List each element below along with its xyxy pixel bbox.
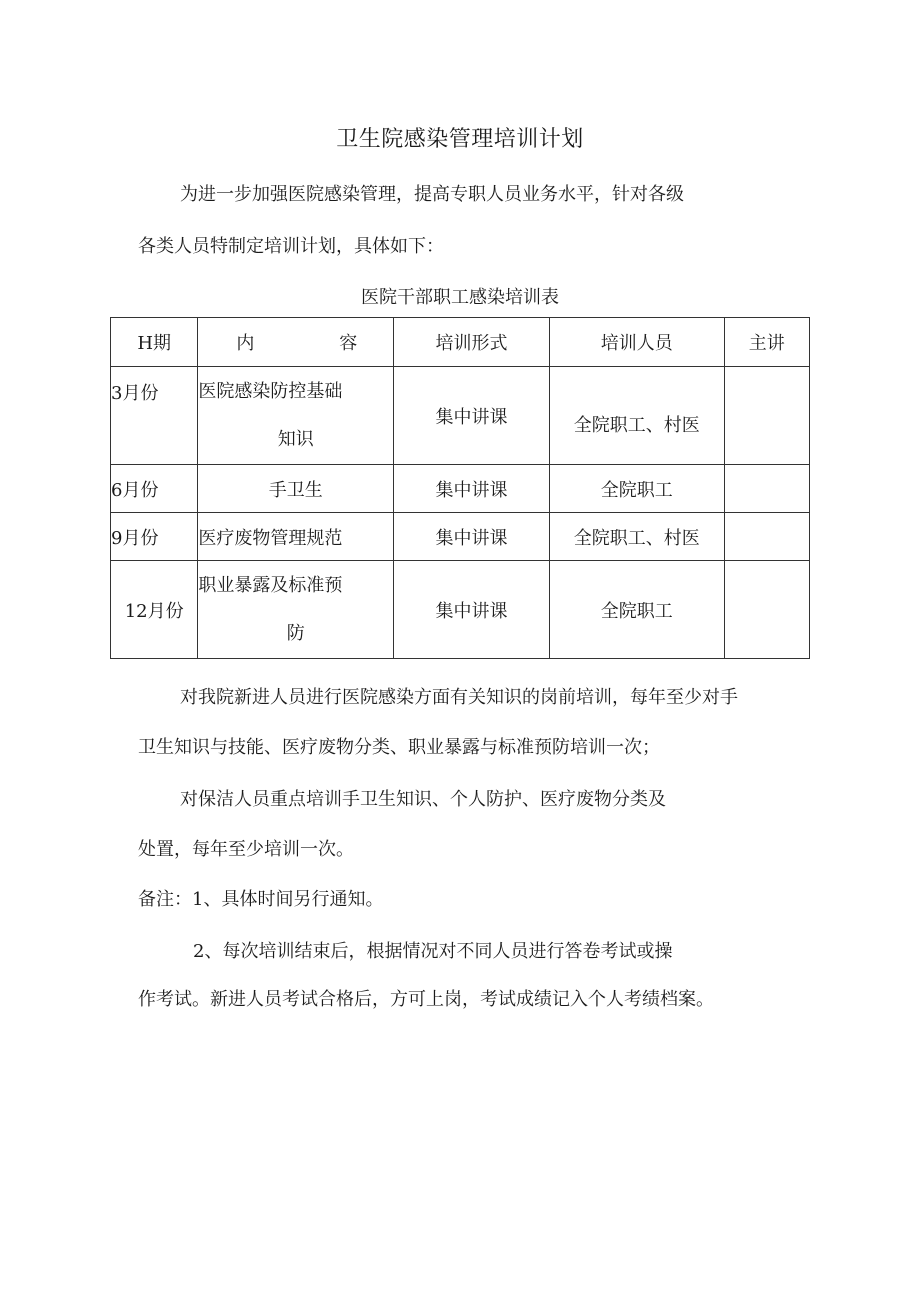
header-content-b: 容 bbox=[339, 333, 358, 354]
paragraph-2-line-2: 处置，每年至少培训一次。 bbox=[138, 839, 354, 860]
intro-line-2: 各类人员特制定培训计划，具体如下： bbox=[138, 236, 444, 257]
note-2-line-1: 2、每次培训结束后，根据情况对不同人员进行答卷考试或操 bbox=[193, 941, 673, 962]
row-form: 集中讲课 bbox=[394, 465, 550, 513]
header-people: 培训人员 bbox=[549, 318, 724, 367]
note-1: 备注：1、具体时间另行通知。 bbox=[138, 889, 384, 910]
row-content: 医疗废物管理规范 bbox=[198, 513, 394, 561]
row-content-line-2: 知识 bbox=[277, 428, 314, 450]
table-header-row bbox=[111, 318, 810, 367]
row-people: 全院职工、村医 bbox=[549, 367, 724, 465]
row-lecturer bbox=[724, 367, 809, 465]
row-lecturer bbox=[724, 561, 809, 659]
row-form: 集中讲课 bbox=[394, 513, 550, 561]
header-content-a: 内 bbox=[236, 333, 255, 354]
table-row bbox=[111, 561, 810, 659]
row-content-line-1: 医院感染防控基础 bbox=[198, 380, 343, 402]
row-form: 集中讲课 bbox=[394, 561, 550, 659]
row-content bbox=[198, 561, 394, 659]
header-lecturer: 主讲 bbox=[724, 318, 809, 367]
header-form: 培训形式 bbox=[394, 318, 550, 367]
row-date: 12月份 bbox=[111, 561, 198, 659]
row-date: 3月份 bbox=[111, 367, 198, 465]
note-2-line-2: 作考试。新进人员考试合格后，方可上岗，考试成绩记入个人考绩档案。 bbox=[138, 989, 714, 1010]
row-form: 集中讲课 bbox=[394, 367, 550, 465]
paragraph-2-line-1: 对保洁人员重点培训手卫生知识、个人防护、医疗废物分类及 bbox=[180, 789, 666, 810]
page-title: 卫生院感染管理培训计划 bbox=[336, 127, 584, 152]
intro-line-1: 为进一步加强医院感染管理，提高专职人员业务水平，针对各级 bbox=[180, 184, 684, 205]
row-people: 全院职工、村医 bbox=[549, 513, 724, 561]
row-content bbox=[198, 367, 394, 465]
table-row bbox=[111, 513, 810, 561]
table-row bbox=[111, 367, 810, 465]
table-row bbox=[111, 465, 810, 513]
row-content: 手卫生 bbox=[198, 465, 394, 513]
row-lecturer bbox=[724, 513, 809, 561]
row-lecturer bbox=[724, 465, 809, 513]
header-content bbox=[198, 318, 394, 367]
row-content-line-2: 防 bbox=[286, 622, 305, 644]
row-date: 6月份 bbox=[111, 465, 198, 513]
paragraph-1-line-1: 对我院新进人员进行医院感染方面有关知识的岗前培训，每年至少对手 bbox=[180, 687, 738, 708]
row-people: 全院职工 bbox=[549, 465, 724, 513]
row-date: 9月份 bbox=[111, 513, 198, 561]
paragraph-1-line-2: 卫生知识与技能、医疗废物分类、职业暴露与标准预防培训一次； bbox=[138, 737, 660, 758]
row-content-line-1: 职业暴露及标准预 bbox=[198, 574, 343, 596]
training-table bbox=[110, 317, 810, 659]
row-people: 全院职工 bbox=[549, 561, 724, 659]
table-caption: 医院干部职工感染培训表 bbox=[361, 287, 559, 308]
header-date: H期 bbox=[111, 318, 198, 367]
